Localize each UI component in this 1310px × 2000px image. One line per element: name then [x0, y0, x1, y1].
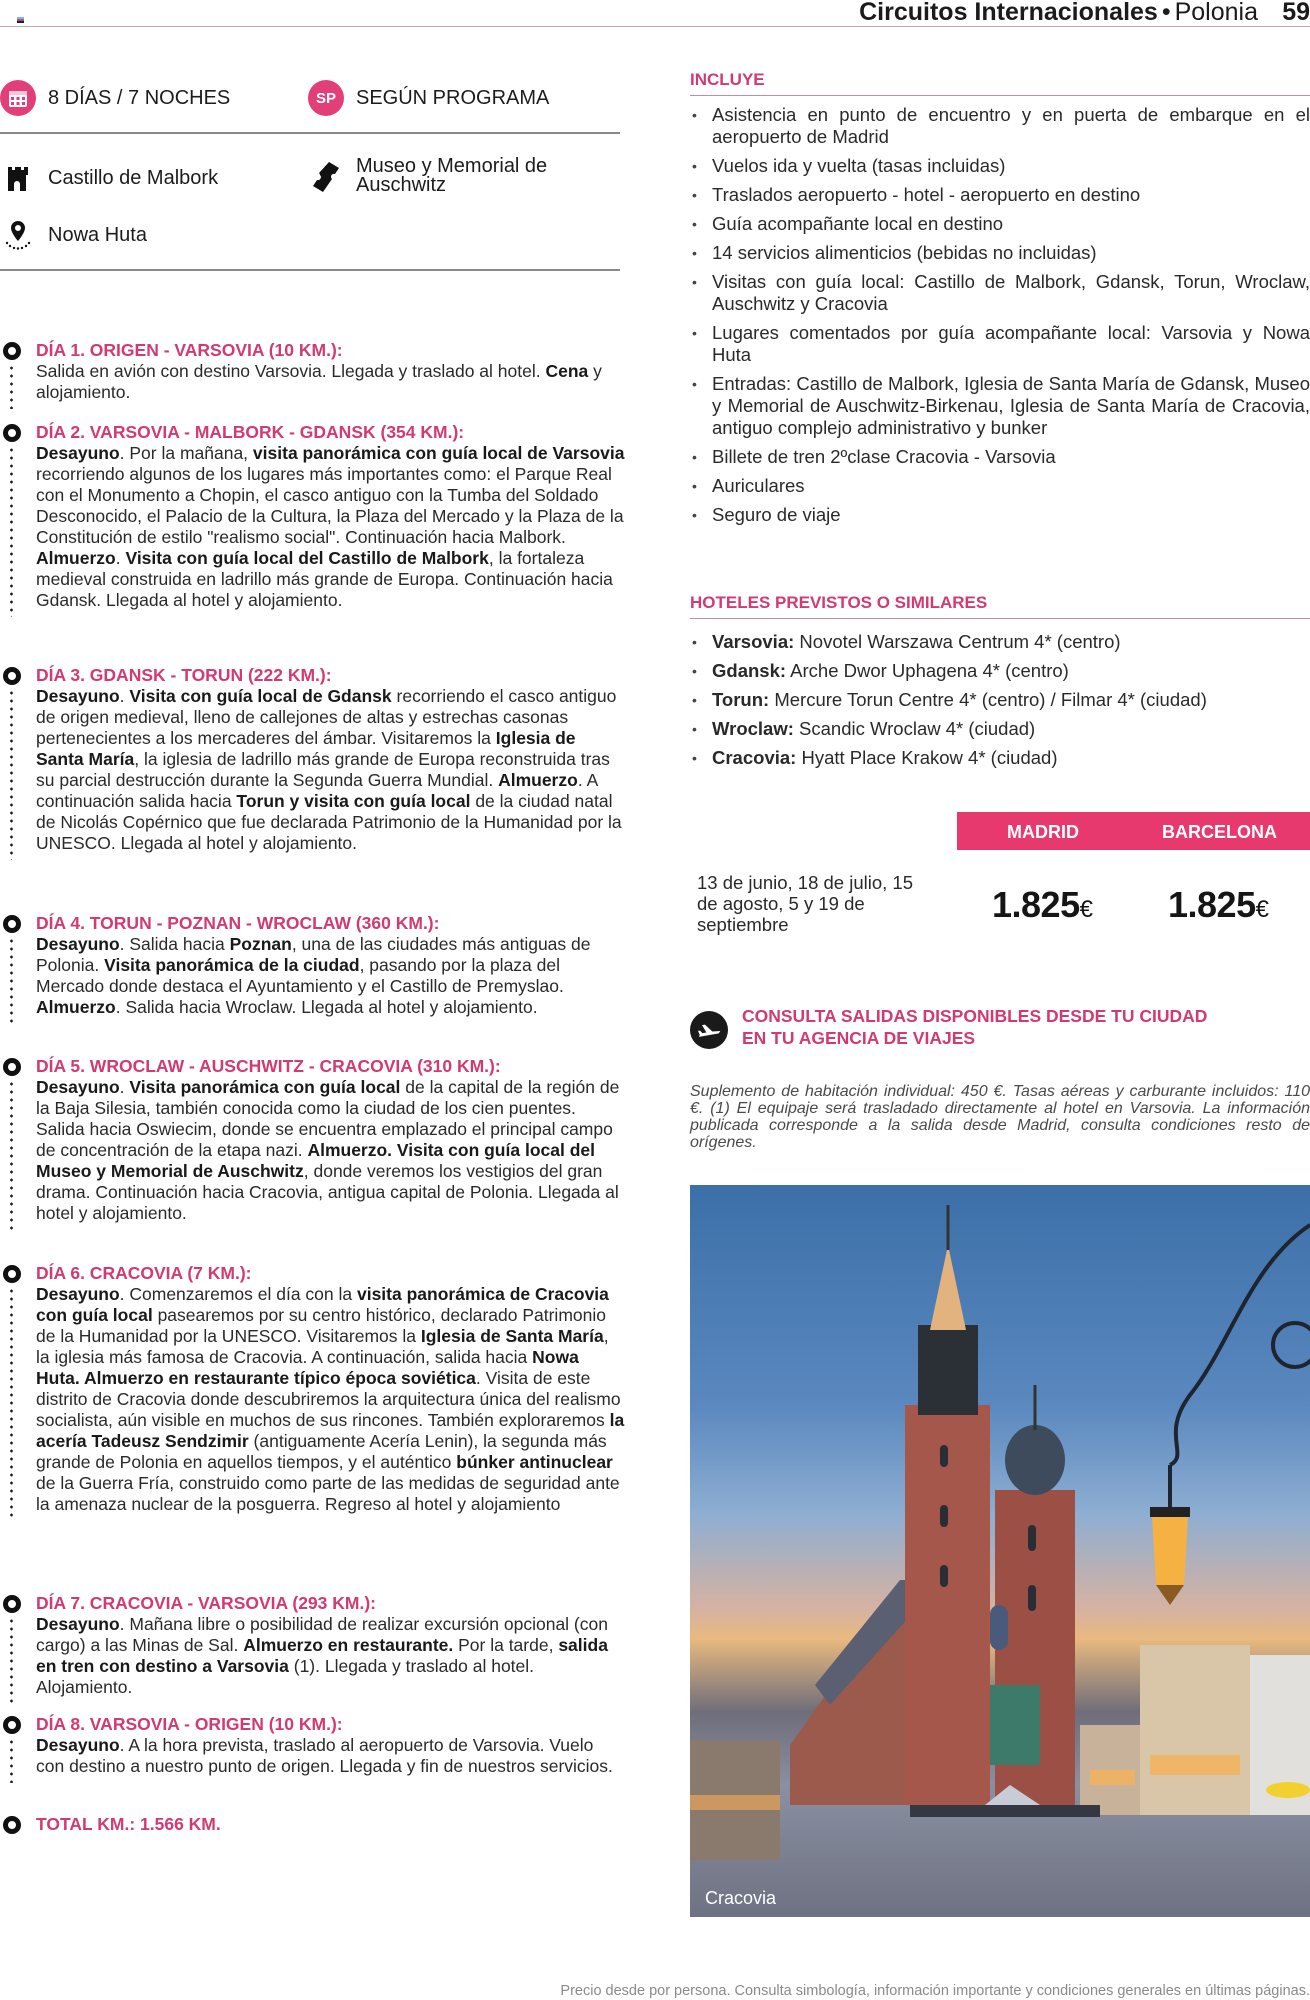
currency-symbol: € [1079, 896, 1093, 923]
duration-label: 8 DÍAS / 7 NOCHES [48, 86, 231, 109]
map-pin-icon [3, 1716, 21, 1734]
consult-text [742, 1005, 1207, 1049]
map-pin-icon [3, 1816, 21, 1834]
includes-item: • 14 servicios alimenticios (bebidas no incluidas) [690, 242, 1310, 264]
price-value: 1.825 [992, 884, 1080, 925]
meal-plan-info [308, 80, 549, 116]
castle-icon [0, 160, 36, 196]
includes-item: • Seguro de viaje [690, 504, 1310, 526]
timeline-dots [10, 1738, 13, 1783]
highlight-label: Museo y Memorial de Auschwitz [356, 155, 548, 196]
divider [0, 132, 620, 134]
sp-badge-icon [308, 80, 344, 116]
includes-item: • Entradas: Castillo de Malbork, Iglesia de Santa María de Gdansk, Museo y Memorial de Auschwitz-Birkenau, Iglesia de Santa María de Cracovia, antiguo complejo administrativo y bunker [690, 373, 1310, 439]
itinerary-day [0, 1593, 625, 1698]
map-pin-icon [3, 1595, 21, 1613]
hotel-item [690, 718, 1310, 740]
timeline-dots [10, 689, 13, 860]
hotel-city: Varsovia: [712, 631, 795, 652]
hotel-item [690, 631, 1310, 653]
map-pin-icon [3, 915, 21, 933]
day-title: DÍA 6. CRACOVIA (7 KM.): [36, 1263, 252, 1283]
title-separator: • [1161, 0, 1171, 26]
includes-item: • Visitas con guía local: Castillo de Malbork, Gdansk, Torun, Wroclaw, Auschwitz y Cracovia [690, 271, 1310, 315]
duration-info [0, 80, 230, 116]
origin-madrid: MADRID [1007, 822, 1079, 842]
calendar-icon [0, 80, 36, 116]
includes-section [690, 70, 1310, 533]
day-title: DÍA 4. TORUN - POZNAN - WROCLAW (360 KM.): [36, 913, 440, 933]
itinerary-day [0, 340, 625, 403]
divider [0, 269, 620, 271]
price-table-header [957, 812, 1310, 850]
timeline-dots [10, 937, 13, 1024]
map-pin-icon [3, 342, 21, 360]
country-name: Polonia [1174, 0, 1258, 26]
page-number: 59 [1282, 0, 1310, 26]
itinerary-day [0, 422, 625, 611]
day-description: Desayuno. Comenzaremos el día con la visita panorámica de Cracovia con guía local pasearemos por su centro histórico, declarado Patrimonio de la Humanidad por la UNESCO. Visitaremos la Iglesia de Santa María, la iglesia más famosa de Cracovia. A continuación, salida hacia Nowa Huta. Almuerzo en restaurante típico época soviética. Visita de este distrito de Cracovia donde descubriremos la arquitectura única del realismo socialista, aún visible en muchos de sus rincones. También exploraremos la acería Tadeusz Sendzimir (antiguamente Acería Lenin), la segunda más grande de Polonia en aquellos tiempos, y el auténtico búnker antinuclear de la Guerra Fría, construido como parte de las medidas de seguridad ante la amenaza nuclear de la posguerra. Regreso al hotel y alojamiento [36, 1284, 625, 1514]
highlight-malbork [0, 160, 218, 196]
origin-barcelona: BARCELONA [1162, 822, 1277, 842]
hotel-name: Hyatt Place Krakow 4* (ciudad) [801, 747, 1058, 768]
day-title: DÍA 3. GDANSK - TORUN (222 KM.): [36, 665, 332, 685]
footer-disclaimer: Precio desde por persona. Consulta simbología, información importante y condiciones generales en últimas páginas. [560, 1983, 1310, 1999]
ticket-icon [308, 158, 344, 194]
day-description: Desayuno. Visita con guía local de Gdansk recorriendo el casco antiguo de origen medieval, lleno de callejones de altas y estrechas casonas pertenecientes a los mercaderes del ámbar. Visitaremos la Iglesia de Santa María, la iglesia de ladrillo más grande de Europa reconstruida tras su parcial destrucción durante la Segunda Guerra Mundial. Almuerzo. A continuación salida hacia Torun y visita con guía local de la ciudad natal de Nicolás Copérnico que fue declarada Patrimonio de la Humanidad por la UNESCO. Llegada al hotel y alojamiento. [36, 686, 622, 853]
price-madrid [992, 884, 1092, 926]
itinerary-day [0, 1263, 625, 1515]
includes-item: • Traslados aeropuerto - hotel - aeropuerto en destino [690, 184, 1310, 206]
includes-title: INCLUYE [690, 70, 1310, 96]
includes-item: • Asistencia en punto de encuentro y en puerta de embarque en el aeropuerto de Madrid [690, 104, 1310, 148]
consult-line: CONSULTA SALIDAS DISPONIBLES DESDE TU CIUDAD [742, 1006, 1208, 1026]
highlight-label: Nowa Huta [48, 223, 147, 246]
supplement-note: Suplemento de habitación individual: 450 €. Tasas aéreas y carburante incluidos: 110 €. (1) El equipaje será trasladado directamente al hotel en Varsovia. La información publicada corresponde a la salida desde Madrid, consulta condiciones resto de orígenes. [690, 1083, 1310, 1151]
hotel-city: Torun: [712, 689, 770, 710]
includes-item: • Vuelos ida y vuelta (tasas incluidas) [690, 155, 1310, 177]
itinerary-total [0, 1814, 625, 1835]
hotels-list [690, 631, 1310, 769]
map-pin-icon [3, 1265, 21, 1283]
day-title: DÍA 8. VARSOVIA - ORIGEN (10 KM.): [36, 1714, 343, 1734]
includes-list [690, 104, 1310, 526]
highlight-label: Castillo de Malbork [48, 166, 219, 189]
hotel-name: Scandic Wroclaw 4* (ciudad) [799, 718, 1036, 739]
price-barcelona [1168, 884, 1268, 926]
hotels-title: HOTELES PREVISTOS O SIMILARES [690, 593, 1310, 619]
hotel-name: Mercure Torun Centre 4* (centro) / Filmar 4* (ciudad) [774, 689, 1207, 710]
includes-item: • Lugares comentados por guía acompañante local: Varsovia y Nowa Huta [690, 322, 1310, 366]
itinerary-day [0, 913, 625, 1018]
meal-plan-label: SEGÚN PROGRAMA [356, 86, 550, 109]
total-km: TOTAL KM.: 1.566 KM. [36, 1814, 221, 1834]
photo-caption: Cracovia [705, 1888, 777, 1908]
hotel-item [690, 660, 1310, 682]
timeline-dots [10, 1080, 13, 1230]
currency-symbol: € [1255, 896, 1269, 923]
timeline-dots [10, 1287, 13, 1521]
day-description: Desayuno. Mañana libre o posibilidad de realizar excursión opcional (con cargo) a las Minas de Sal. Almuerzo en restaurante. Por la tarde, salida en tren con destino a Varsovia (1). Llegada y traslado al hotel. Alojamiento. [36, 1614, 608, 1697]
map-pin-icon [3, 667, 21, 685]
section-title [859, 0, 1258, 27]
day-description: Desayuno. A la hora prevista, traslado al aeropuerto de Varsovia. Vuelo con destino a nuestro punto de origen. Llegada y fin de nuestros servicios. [36, 1735, 613, 1776]
day-title: DÍA 5. WROCLAW - AUSCHWITZ - CRACOVIA (310 KM.): [36, 1056, 501, 1076]
timeline-dots [10, 446, 13, 617]
section-name: Circuitos Internacionales [859, 0, 1158, 26]
consult-line: EN TU AGENCIA DE VIAJES [742, 1028, 976, 1048]
page-header [0, 0, 1310, 27]
day-description: Salida en avión con destino Varsovia. Llegada y traslado al hotel. Cena y alojamiento. [36, 361, 602, 402]
day-title: DÍA 1. ORIGEN - VARSOVIA (10 KM.): [36, 340, 343, 360]
map-pin-icon [3, 424, 21, 442]
location-pin-icon [0, 217, 36, 253]
day-description: Desayuno. Visita panorámica con guía local de la capital de la región de la Baja Silesia, también conocida como la ciudad de los cien puentes. Salida hacia Oswiecim, donde se encuentra emplazado el principal campo de concentración de la etapa nazi. Almuerzo. Visita con guía local del Museo y Memorial de Auschwitz, donde veremos los vestigios del gran drama. Continuación hacia Cracovia, antigua capital de Polonia. Llegada al hotel y alojamiento. [36, 1077, 620, 1223]
departure-dates: 13 de junio, 18 de julio, 15 de agosto, 5 y 19 de septiembre [697, 872, 914, 935]
consult-departures [690, 1005, 1310, 1049]
church-illustration [690, 1185, 1310, 1917]
price-table [690, 812, 1310, 962]
hotel-item [690, 747, 1310, 769]
hotel-city: Gdansk: [712, 660, 787, 681]
includes-item: • Guía acompañante local en destino [690, 213, 1310, 235]
hotel-item [690, 689, 1310, 711]
day-title: DÍA 2. VARSOVIA - MALBORK - GDANSK (354 KM.): [36, 422, 465, 442]
day-title: DÍA 7. CRACOVIA - VARSOVIA (293 KM.): [36, 1593, 376, 1613]
sp-badge: SP [308, 80, 344, 116]
timeline-dots [10, 364, 13, 409]
day-description: Desayuno. Salida hacia Poznan, una de las ciudades más antiguas de Polonia. Visita panorámica de la ciudad, pasando por la plaza del Mercado donde destaca el Ayuntamiento y el Castillo de Premyslao. Almuerzo. Salida hacia Wroclaw. Llegada al hotel y alojamiento. [36, 934, 591, 1017]
day-description: Desayuno. Por la mañana, visita panorámica con guía local de Varsovia recorriendo algunos de los lugares más importantes como: el Parque Real con el Monumento a Chopin, el casco antiguo con la Tumba del Soldado Desconocido, el Palacio de la Cultura, la Plaza del Mercado y la Plaza de la Constitución de estilo "realismo social". Continuación hacia Malbork. Almuerzo. Visita con guía local del Castillo de Malbork, la fortaleza medieval construida en ladrillo más grande de Europa. Continuación hacia Gdansk. Llegada al hotel y alojamiento. [36, 443, 625, 610]
print-color-marks [17, 17, 24, 23]
hotels-section [690, 593, 1310, 776]
highlight-nowa-huta [0, 217, 147, 253]
includes-item: • Billete de tren 2ºclase Cracovia - Varsovia [690, 446, 1310, 468]
hotel-name: Arche Dwor Uphagena 4* (centro) [790, 660, 1069, 681]
timeline-dots [10, 1617, 13, 1704]
highlight-auschwitz [308, 157, 586, 195]
itinerary-day [0, 1714, 625, 1777]
hotel-city: Wroclaw: [712, 718, 794, 739]
itinerary-day [0, 1056, 625, 1224]
map-pin-icon [3, 1058, 21, 1076]
krakow-photo [690, 1185, 1310, 1917]
hotel-name: Novotel Warszawa Centrum 4* (centro) [799, 631, 1121, 652]
itinerary-day [0, 665, 625, 854]
includes-item: • Auriculares [690, 475, 1310, 497]
hotel-city: Cracovia: [712, 747, 797, 768]
price-value: 1.825 [1168, 884, 1256, 925]
airplane-icon [690, 1011, 728, 1049]
